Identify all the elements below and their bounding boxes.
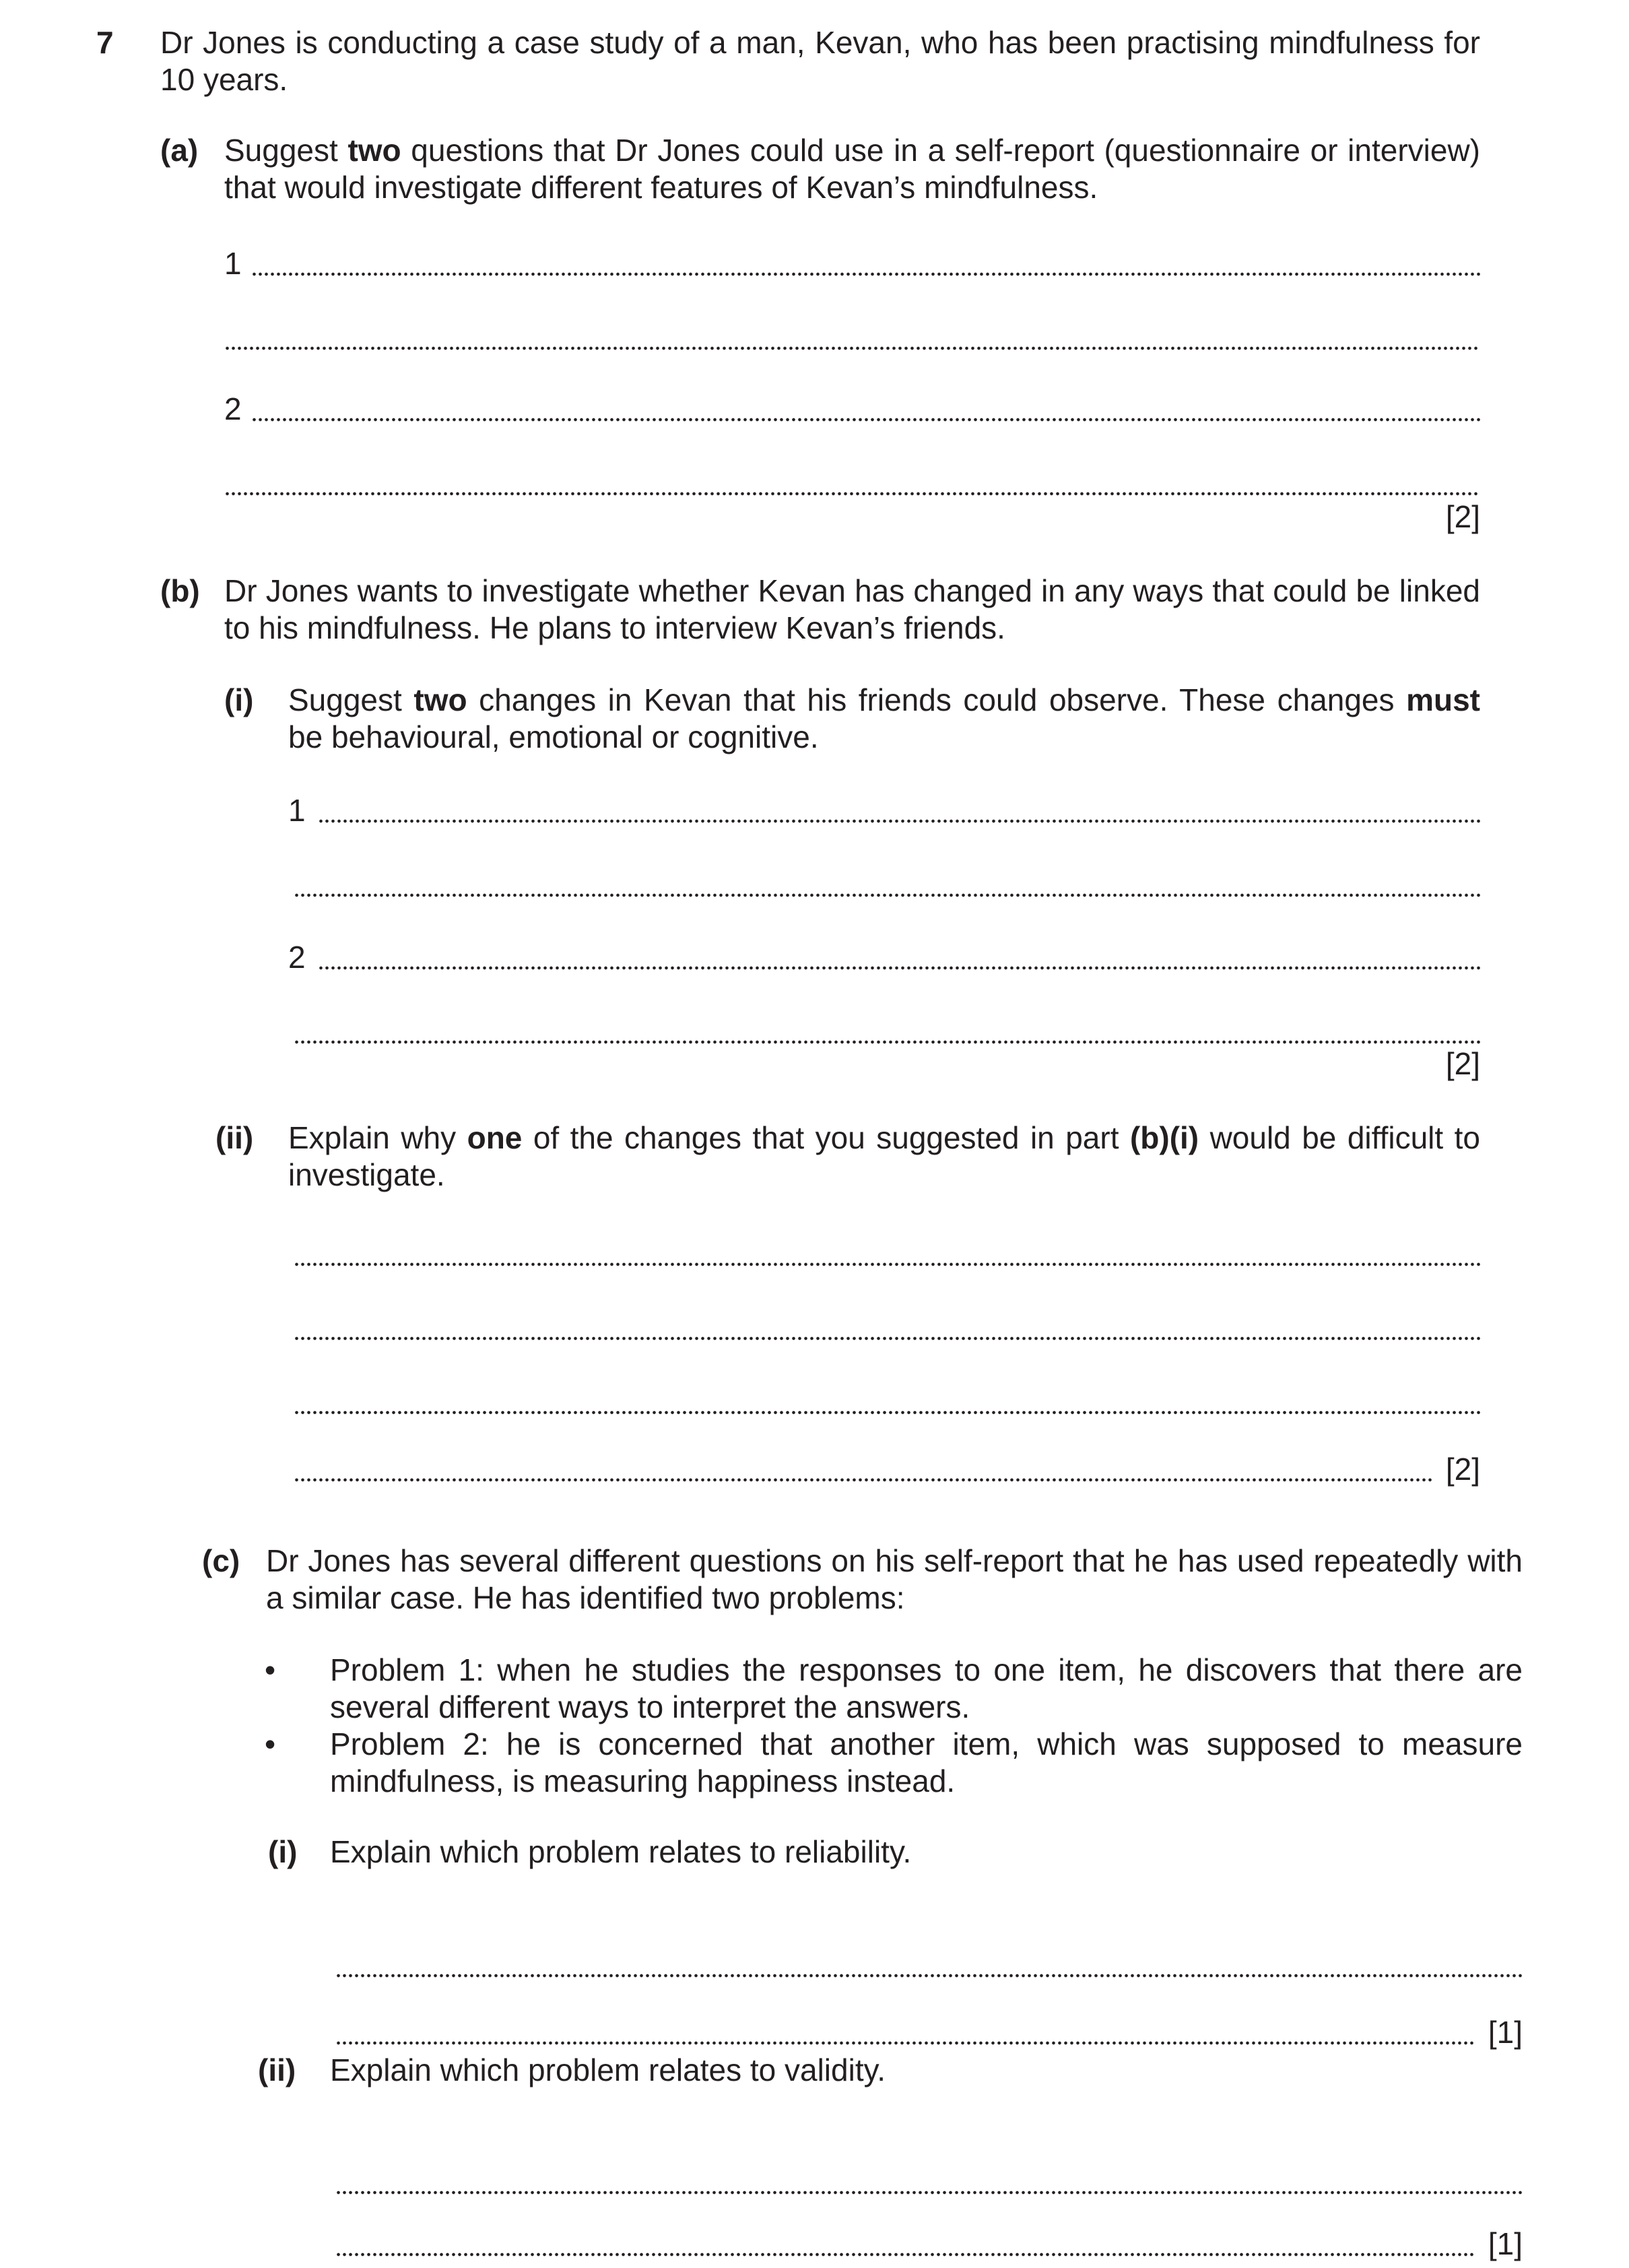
bullet-2-icon: •: [265, 1726, 276, 1761]
part-b-i-text: Suggest two changes in Kevan that his friends could observe. These changes must be behavioural, emotional or cognitive.: [288, 682, 1480, 754]
part-b-i-answer-line-1[interactable]: [318, 792, 1480, 823]
part-c-i-marks: [1]: [1488, 2015, 1523, 2050]
part-a-answer-line-4[interactable]: [224, 465, 1480, 496]
bullet-1-icon: •: [265, 1652, 276, 1687]
question-stem: Dr Jones is conducting a case study of a man, Kevan, who has been practising mindfulness for 10 years.: [160, 25, 1480, 97]
part-b-text: Dr Jones wants to investigate whether Kevan has changed in any ways that could be linked to his mindfulness. He plans to interview Kevan’s friends.: [224, 573, 1480, 645]
part-a-item-1-number: 1: [224, 246, 242, 281]
part-c-bullet-2: Problem 2: he is concerned that another item, which was supposed to measure mindfulness, is measuring happiness instead.: [330, 1726, 1523, 1799]
part-b-ii-answer-line-1[interactable]: [294, 1235, 1480, 1266]
part-c-bullet-1: Problem 1: when he studies the responses to one item, he discovers that there are several different ways to interpret the answers.: [330, 1652, 1523, 1724]
part-b-i-item-2-number: 2: [288, 940, 306, 975]
part-a-text: Suggest two questions that Dr Jones could use in a self-report (questionnaire or interview) that would investigate different features of Kevan’s mindfulness.: [224, 133, 1480, 205]
part-b-ii-marks: [2]: [1445, 1452, 1480, 1487]
part-c-ii-marks: [1]: [1488, 2226, 1523, 2261]
part-c-ii-answer-line-1[interactable]: [335, 2164, 1523, 2195]
part-b-ii-answer-line-4[interactable]: [294, 1451, 1432, 1482]
part-b-i-answer-line-3[interactable]: [318, 939, 1480, 970]
part-c-label: (c): [202, 1543, 240, 1578]
part-b-i-item-1-number: 1: [288, 793, 306, 828]
part-c-text: Dr Jones has several different questions on his self-report that he has used repeatedly with a similar case. He has identified two problems:: [266, 1543, 1523, 1615]
part-a-answer-line-1[interactable]: [251, 245, 1480, 276]
part-c-i-answer-line-2[interactable]: [335, 2014, 1473, 2045]
part-a-marks: [2]: [1445, 499, 1480, 534]
part-b-ii-label: (ii): [215, 1120, 254, 1155]
part-a-item-2-number: 2: [224, 391, 242, 426]
part-b-i-answer-line-4[interactable]: [294, 1013, 1480, 1044]
part-a-label: (a): [160, 133, 199, 168]
part-c-ii-answer-line-2[interactable]: [335, 2226, 1473, 2257]
part-c-i-text: Explain which problem relates to reliability.: [330, 1834, 912, 1869]
part-a-answer-line-2[interactable]: [224, 319, 1480, 350]
part-b-i-answer-line-2[interactable]: [294, 866, 1480, 897]
part-c-ii-label: (ii): [258, 2052, 296, 2087]
question-number: 7: [96, 25, 114, 60]
part-c-ii-text: Explain which problem relates to validity.: [330, 2052, 886, 2087]
part-b-ii-text: Explain why one of the changes that you suggested in part (b)(i) would be difficult to investigate.: [288, 1120, 1480, 1192]
part-b-ii-answer-line-2[interactable]: [294, 1309, 1480, 1340]
part-b-i-label: (i): [224, 682, 254, 717]
part-b-ii-answer-line-3[interactable]: [294, 1384, 1480, 1415]
part-b-label: (b): [160, 573, 200, 608]
part-b-i-marks: [2]: [1445, 1046, 1480, 1081]
part-c-i-label: (i): [268, 1834, 298, 1869]
part-c-i-answer-line-1[interactable]: [335, 1947, 1523, 1978]
part-a-answer-line-3[interactable]: [251, 391, 1480, 422]
